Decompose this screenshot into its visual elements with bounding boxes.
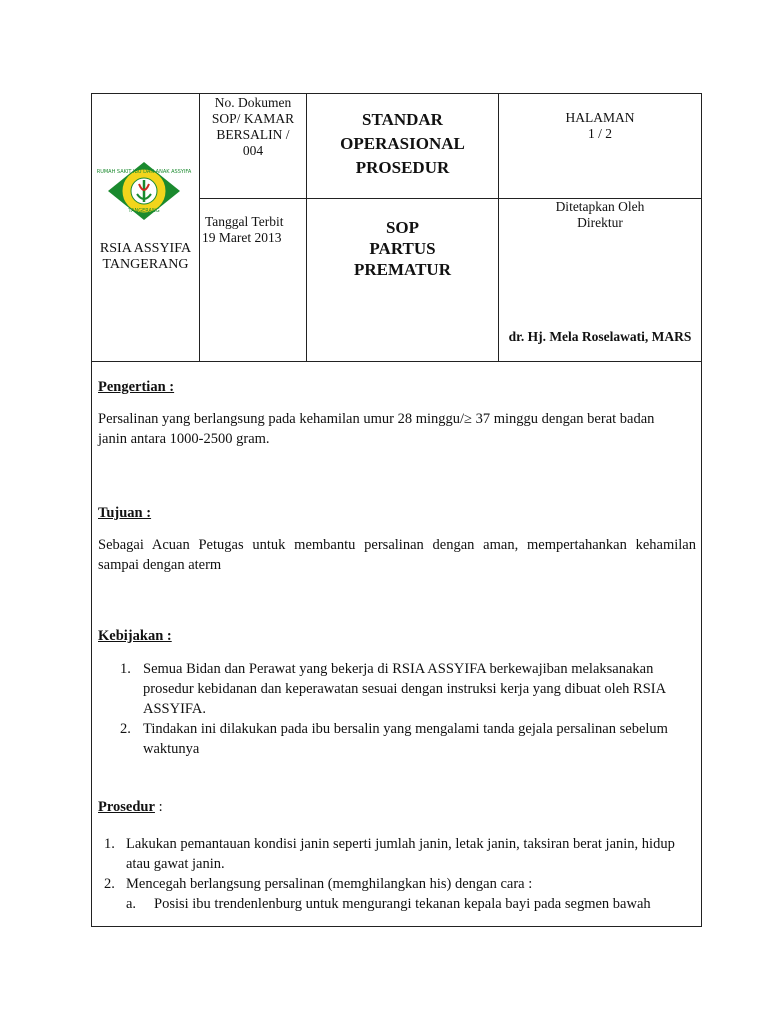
document-number-cell [200, 95, 306, 159]
approval-line: Direktur [577, 215, 623, 230]
text-line: Mencegah berlangsung persalinan (memghilangkan his) dengan cara : [126, 876, 533, 892]
organization-line: TANGERANG [102, 257, 189, 272]
title-line: STANDAR [362, 110, 443, 129]
text-line: Posisi ibu trendenlenburg untuk mengurangi tekanan kepala bayi pada segmen bawah [154, 896, 651, 912]
pengertian-text [98, 409, 696, 449]
tujuan-heading: Tujuan : [98, 505, 152, 521]
list-number: 2. [120, 721, 131, 737]
list-number: 1. [120, 661, 131, 677]
list-item [104, 834, 696, 874]
text-line: Sebagai Acuan Petugas untuk membantu persalinan dengan aman, mempertahankan kehamilan [98, 537, 696, 553]
text-line: prosedur kebidanan dan keperawatan sesuai dengan instruksi kerja yang dibuat oleh RSIA [143, 681, 667, 697]
sop-document-frame [91, 93, 702, 927]
document-body [98, 362, 696, 914]
list-number: 1. [104, 836, 115, 852]
title-line: PROSEDUR [355, 158, 450, 177]
text-line: Persalinan yang berlangsung pada kehamilan umur 28 minggu/≥ 37 minggu dengan berat badan [98, 411, 655, 427]
text-line: Tindakan ini dilakukan pada ibu bersalin yang mengalami tanda gejala persalinan sebelum [143, 721, 668, 737]
title-line: OPERASIONAL [340, 134, 465, 153]
list-letter: a. [126, 896, 137, 912]
text-line: sampai dengan aterm [98, 557, 222, 573]
pengertian-heading: Pengertian : [98, 379, 175, 395]
list-item [120, 659, 696, 719]
text-line: atau gawat janin. [126, 856, 225, 872]
sub-list-item [104, 894, 696, 914]
approval-line: Ditetapkan Oleh [555, 199, 645, 214]
logo-lettering: RUMAH SAKIT IBU DAN ANAK ASSYIFA [96, 169, 192, 175]
kebijakan-list [98, 659, 696, 759]
document-number-line: 004 [242, 143, 264, 158]
text-line: Lakukan pemantauan kondisi janin seperti jumlah janin, letak janin, taksiran berat janin, hidup [126, 836, 675, 852]
prosedur-colon: : [154, 799, 163, 815]
document-number-line: SOP/ KAMAR [211, 111, 295, 126]
text-line: ASSYIFA. [143, 701, 206, 717]
sop-title [307, 217, 498, 280]
sop-line: SOP [385, 218, 420, 237]
tujuan-text [98, 535, 696, 575]
hospital-logo [96, 160, 192, 222]
document-number-line: BERSALIN / [216, 127, 290, 142]
issue-date-cell [202, 214, 306, 246]
page-cell [499, 110, 701, 142]
document-title [307, 108, 498, 180]
organization-name [92, 241, 199, 273]
page-value: 1 / 2 [587, 126, 612, 141]
list-number: 2. [104, 876, 115, 892]
text-line: janin antara 1000-2500 gram. [98, 431, 270, 447]
director-name: dr. Hj. Mela Roselawati, MARS [508, 329, 692, 344]
list-item [104, 874, 696, 894]
prosedur-heading-text: Prosedur [98, 799, 155, 815]
organization-line: RSIA ASSYIFA [99, 241, 192, 256]
approval-cell [499, 199, 701, 231]
prosedur-list [98, 834, 696, 914]
issue-date-value: 19 Maret 2013 [202, 230, 282, 245]
issue-date-label: Tanggal Terbit [205, 214, 284, 229]
document-number-label: No. Dokumen [214, 95, 292, 110]
logo-city: TANGERANG [128, 208, 160, 214]
sop-line: PREMATUR [354, 260, 451, 279]
text-line: waktunya [143, 741, 200, 757]
sop-line: PARTUS [369, 239, 436, 258]
prosedur-heading [98, 797, 696, 817]
page-label: HALAMAN [565, 110, 635, 125]
list-item [120, 719, 696, 759]
text-line: Semua Bidan dan Perawat yang bekerja di RSIA ASSYIFA berkewajiban melaksanakan [143, 661, 654, 677]
kebijakan-heading: Kebijakan : [98, 628, 172, 644]
